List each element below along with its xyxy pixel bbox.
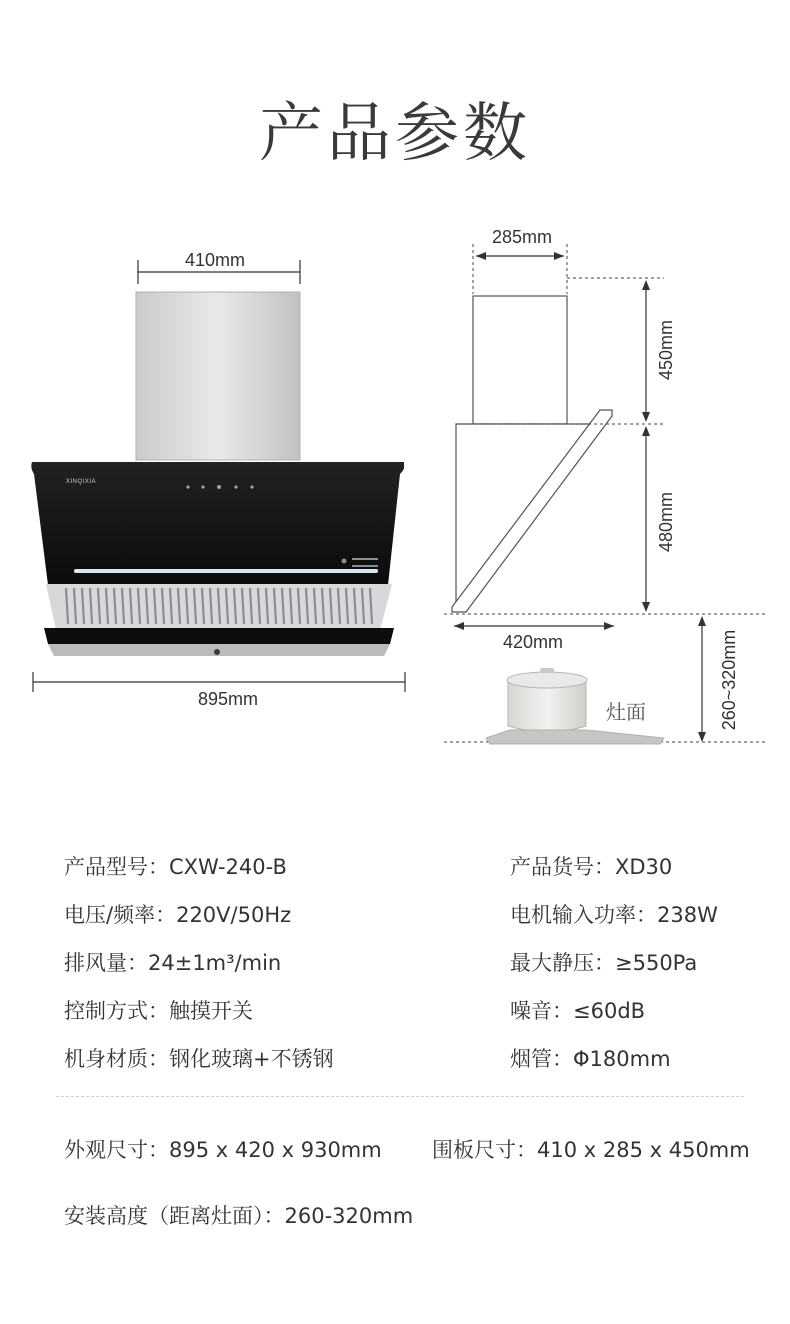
spec-value: 220V/50Hz [176, 903, 292, 927]
spec-value: 24±1m³/min [148, 951, 282, 975]
spec-material [64, 1043, 334, 1073]
spec-voltage [64, 899, 291, 929]
spec-value: 钢化玻璃+不锈钢 [169, 1047, 334, 1071]
spec-value: XD30 [615, 855, 673, 879]
spec-label: 排风量： [64, 951, 148, 975]
spec-label: 烟管： [510, 1047, 573, 1071]
spec-control [64, 995, 253, 1025]
front-total-width-label: 895mm [197, 689, 259, 709]
side-top-dimension [473, 227, 567, 294]
spec-value: 410 x 285 x 450mm [537, 1138, 750, 1162]
front-top-dimension [138, 250, 300, 284]
spec-label: 控制方式： [64, 999, 169, 1023]
spec-install-height [64, 1200, 413, 1230]
side-body-height-label: 480mm [656, 491, 676, 553]
front-view [31, 250, 405, 709]
spec-noise [510, 995, 645, 1025]
spec-value: ≤60dB [573, 999, 646, 1023]
spec-static-pressure [510, 947, 697, 977]
side-install-height-dimension [698, 616, 739, 742]
side-top-depth-label: 285mm [491, 227, 553, 247]
spec-outer-size [64, 1134, 382, 1164]
spec-duct [510, 1043, 671, 1073]
spec-label: 围板尺寸： [432, 1138, 537, 1162]
stove-surface-label: 灶面 [606, 700, 646, 724]
spec-panel-size [432, 1134, 750, 1164]
spec-value: 260-320mm [284, 1204, 414, 1228]
spec-label: 电机输入功率： [510, 903, 657, 927]
side-install-height-label: 260~320mm [719, 629, 739, 731]
light-strip [74, 569, 378, 573]
spec-label: 安装高度（距离灶面）： [64, 1204, 285, 1228]
side-chimney-height-dimension [642, 280, 676, 422]
spec-value: Φ180mm [573, 1047, 671, 1071]
chimney-panel [136, 292, 300, 460]
front-top-width-label: 410mm [184, 250, 246, 270]
side-chimney [473, 296, 567, 424]
side-body-height-dimension [642, 426, 676, 612]
spec-label: 外观尺寸： [64, 1138, 169, 1162]
spec-label: 机身材质： [64, 1047, 169, 1071]
spec-label: 产品型号： [64, 855, 169, 879]
bottom-band [44, 628, 394, 644]
spec-airflow [64, 947, 281, 977]
side-chimney-height-label: 450mm [656, 319, 676, 381]
spec-value: CXW-240-B [169, 855, 287, 879]
spec-value: 238W [657, 903, 718, 927]
side-view [444, 227, 766, 744]
spec-label: 电压/频率： [64, 903, 177, 927]
page-title: 产品参数 [259, 97, 531, 171]
spec-value: 触摸开关 [169, 999, 253, 1023]
spec-value: 895 x 420 x 930mm [169, 1138, 382, 1162]
side-body-depth-label: 420mm [502, 632, 564, 652]
brand-logo: XINQIXIA [66, 479, 97, 485]
spec-motor-power [510, 899, 718, 929]
front-total-dimension [33, 672, 405, 709]
indicator-light [214, 649, 220, 655]
spec-label: 噪音： [510, 999, 573, 1023]
spec-model [64, 851, 287, 881]
spec-label: 产品货号： [510, 855, 615, 879]
spec-label: 最大静压： [510, 951, 615, 975]
spec-item-number [510, 851, 672, 881]
spec-value: ≥550Pa [615, 951, 698, 975]
side-body-depth-dimension [454, 622, 614, 652]
divider [56, 1096, 744, 1097]
